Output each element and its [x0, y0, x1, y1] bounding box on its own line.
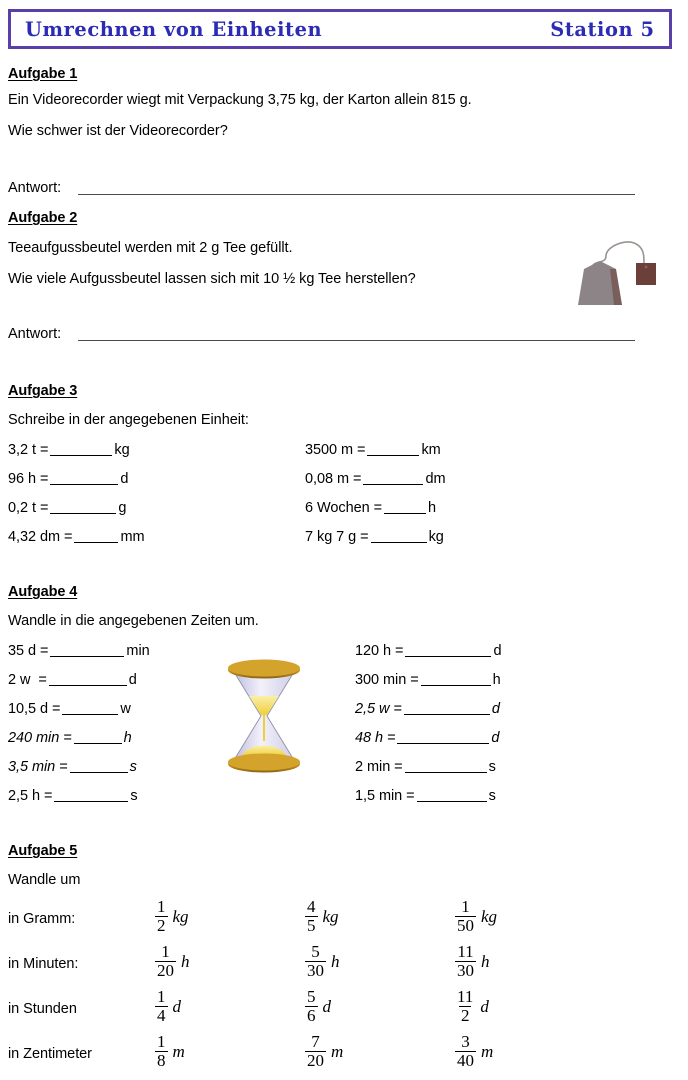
- answer-blank[interactable]: [404, 700, 490, 715]
- equation-lhs: 2 w =: [8, 671, 47, 688]
- equation-unit: h: [492, 671, 501, 688]
- task-3-right-row-1[interactable]: [305, 441, 441, 458]
- fraction-denominator: 8: [157, 1050, 166, 1070]
- task-4-right-row-4[interactable]: [355, 729, 499, 746]
- fraction-unit: m: [172, 1042, 185, 1062]
- fraction-unit: m: [331, 1042, 344, 1062]
- equation-lhs: 96 h =: [8, 470, 49, 487]
- fraction-numerator: 1: [157, 987, 166, 1006]
- fraction-numerator: 3: [461, 1032, 470, 1051]
- equation-unit: d: [491, 729, 500, 746]
- fraction-numerator: 5: [307, 987, 316, 1006]
- task-5-row-label-4: in Zentimeter: [8, 1046, 92, 1062]
- equation-unit: d: [491, 700, 500, 717]
- task-3-left-row-4[interactable]: [8, 528, 145, 545]
- answer-blank[interactable]: [50, 499, 116, 514]
- task-5-instruction: Wandle um: [8, 872, 81, 888]
- task-4-right-row-3[interactable]: [355, 700, 500, 717]
- answer-blank[interactable]: [50, 470, 118, 485]
- task-3-instruction: Schreibe in der angegebenen Einheit:: [8, 412, 249, 428]
- task-1-line-2: Wie schwer ist der Videorecorder?: [8, 123, 228, 139]
- answer-blank[interactable]: [50, 642, 124, 657]
- equation-lhs: 6 Wochen =: [305, 499, 383, 516]
- equation-lhs: 2 min =: [355, 758, 403, 775]
- task-2-answer-line[interactable]: [78, 340, 635, 341]
- task-1-answer-line[interactable]: [78, 194, 635, 195]
- answer-blank[interactable]: [62, 700, 118, 715]
- task-4-left-row-6[interactable]: [8, 787, 138, 804]
- task-1-answer-label: Antwort:: [8, 180, 62, 196]
- equation-unit: km: [421, 441, 441, 458]
- task-3-right-row-2[interactable]: [305, 470, 445, 487]
- equation-lhs: 120 h =: [355, 642, 404, 659]
- equation-lhs: 10,5 d =: [8, 700, 61, 717]
- fraction-numerator: 4: [307, 897, 316, 916]
- answer-blank[interactable]: [50, 441, 112, 456]
- equation-lhs: 1,5 min =: [355, 787, 415, 804]
- fraction-unit: kg: [172, 907, 189, 927]
- equation-unit: w: [120, 700, 131, 717]
- task-5-row-label-3: in Stunden: [8, 1001, 77, 1017]
- fraction-denominator: 6: [307, 1005, 316, 1025]
- task-5-fraction-1-1: [155, 898, 189, 934]
- answer-blank[interactable]: [405, 758, 487, 773]
- equation-lhs: 3,5 min =: [8, 758, 68, 775]
- task-3-right-row-3[interactable]: [305, 499, 436, 516]
- fraction-unit: m: [481, 1042, 494, 1062]
- task-5-row-label-1: in Gramm:: [8, 911, 76, 927]
- answer-blank[interactable]: [363, 470, 423, 485]
- task-3-right-row-4[interactable]: [305, 528, 444, 545]
- hourglass-illustration: [218, 656, 310, 776]
- fraction-denominator: 50: [457, 915, 474, 935]
- fraction-numerator: 1: [461, 897, 470, 916]
- fraction-denominator: 2: [460, 1005, 470, 1025]
- answer-blank[interactable]: [397, 729, 489, 744]
- task-5-fraction-4-3: [455, 1033, 493, 1069]
- equation-unit: s: [129, 758, 137, 775]
- equation-unit: mm: [120, 528, 145, 545]
- equation-unit: s: [488, 787, 496, 804]
- equation-unit: d: [120, 470, 129, 487]
- task-5-fraction-4-1: [155, 1033, 185, 1069]
- answer-blank[interactable]: [54, 787, 128, 802]
- equation-unit: d: [128, 671, 137, 688]
- task-5-row-label-2: in Minuten:: [8, 956, 79, 972]
- equation-lhs: 48 h =: [355, 729, 396, 746]
- task-2-line-2: Wie viele Aufgussbeutel lassen sich mit 10 ½ kg Tee herstellen?: [8, 271, 416, 287]
- fraction-denominator: 30: [457, 960, 474, 980]
- task-4-right-row-5[interactable]: [355, 758, 496, 775]
- equation-unit: dm: [425, 470, 446, 487]
- task-4-left-row-3[interactable]: [8, 700, 131, 717]
- worksheet-header: [8, 9, 672, 49]
- equation-lhs: 2,5 h =: [8, 787, 53, 804]
- task-2-answer-label: Antwort:: [8, 326, 62, 342]
- equation-unit: kg: [114, 441, 130, 458]
- answer-blank[interactable]: [405, 642, 491, 657]
- equation-lhs: 7 kg 7 g =: [305, 528, 369, 545]
- task-4-left-row-1[interactable]: [8, 642, 150, 659]
- task-5-fraction-2-1: [155, 943, 190, 979]
- task-5-fraction-3-1: [155, 988, 181, 1024]
- fraction-denominator: 30: [307, 960, 324, 980]
- task-4-right-row-6[interactable]: [355, 787, 496, 804]
- fraction-numerator: 11: [457, 942, 474, 961]
- fraction-numerator: 5: [311, 942, 320, 961]
- fraction-unit: h: [331, 952, 340, 972]
- task-4-right-row-1[interactable]: [355, 642, 501, 659]
- task-5-fraction-1-3: [455, 898, 497, 934]
- task-4-left-row-5[interactable]: [8, 758, 137, 775]
- task-5-fraction-2-2: [305, 943, 340, 979]
- fraction-denominator: 20: [157, 960, 174, 980]
- fraction-denominator: 20: [307, 1050, 324, 1070]
- equation-lhs: 2,5 w =: [355, 700, 402, 717]
- fraction-numerator: 1: [161, 942, 170, 961]
- equation-unit: g: [118, 499, 127, 516]
- task-3-heading: Aufgabe 3: [8, 383, 78, 399]
- equation-lhs: 3500 m =: [305, 441, 366, 458]
- fraction-numerator: 1: [157, 897, 166, 916]
- fraction-numerator: 7: [311, 1032, 320, 1051]
- answer-blank[interactable]: [74, 528, 118, 543]
- fraction-unit: h: [181, 952, 190, 972]
- task-4-instruction: Wandle in die angegebenen Zeiten um.: [8, 613, 259, 629]
- equation-lhs: 240 min =: [8, 729, 72, 746]
- equation-unit: min: [126, 642, 150, 659]
- fraction-unit: h: [481, 952, 490, 972]
- task-3-left-row-1[interactable]: [8, 441, 130, 458]
- equation-lhs: 0,08 m =: [305, 470, 362, 487]
- equation-lhs: 3,2 t =: [8, 441, 49, 458]
- fraction-numerator: 11: [457, 987, 474, 1006]
- task-1-heading: Aufgabe 1: [8, 66, 78, 82]
- fraction-denominator: 4: [157, 1005, 166, 1025]
- equation-unit: s: [488, 758, 496, 775]
- task-3-left-row-3[interactable]: [8, 499, 126, 516]
- task-4-left-row-2[interactable]: [8, 671, 137, 688]
- task-3-left-row-2[interactable]: [8, 470, 128, 487]
- fraction-unit: d: [172, 997, 181, 1017]
- answer-blank[interactable]: [371, 528, 427, 543]
- answer-blank[interactable]: [384, 499, 426, 514]
- task-2-line-1: Teeaufgussbeutel werden mit 2 g Tee gefüllt.: [8, 240, 293, 256]
- equation-unit: s: [130, 787, 138, 804]
- equation-lhs: 0,2 t =: [8, 499, 49, 516]
- fraction-denominator: 5: [307, 915, 316, 935]
- task-4-right-row-2[interactable]: [355, 671, 501, 688]
- fraction-unit: d: [480, 997, 489, 1017]
- task-1-line-1: Ein Videorecorder wiegt mit Verpackung 3,75 kg, der Karton allein 815 g.: [8, 92, 472, 108]
- fraction-denominator: 40: [457, 1050, 474, 1070]
- task-5-heading: Aufgabe 5: [8, 843, 78, 859]
- task-5-fraction-2-3: [455, 943, 490, 979]
- task-5-fraction-4-2: [305, 1033, 343, 1069]
- tea-bag-illustration: [562, 225, 662, 317]
- task-5-fraction-1-2: [305, 898, 339, 934]
- answer-blank[interactable]: [49, 671, 127, 686]
- task-2-heading: Aufgabe 2: [8, 210, 78, 226]
- answer-blank[interactable]: [70, 758, 128, 773]
- equation-unit: h: [123, 729, 132, 746]
- fraction-denominator: 2: [157, 915, 166, 935]
- answer-blank[interactable]: [421, 671, 491, 686]
- task-4-left-row-4[interactable]: [8, 729, 132, 746]
- equation-lhs: 4,32 dm =: [8, 528, 73, 545]
- fraction-unit: d: [322, 997, 331, 1017]
- answer-blank[interactable]: [74, 729, 122, 744]
- equation-lhs: 300 min =: [355, 671, 419, 688]
- answer-blank[interactable]: [367, 441, 419, 456]
- equation-unit: h: [428, 499, 437, 516]
- answer-blank[interactable]: [417, 787, 487, 802]
- fraction-unit: kg: [322, 907, 339, 927]
- fraction-numerator: 1: [157, 1032, 166, 1051]
- fraction-unit: kg: [481, 907, 498, 927]
- equation-lhs: 35 d =: [8, 642, 49, 659]
- station-label: Station 5: [550, 17, 655, 41]
- task-4-heading: Aufgabe 4: [8, 584, 78, 600]
- equation-unit: kg: [428, 528, 444, 545]
- task-5-fraction-3-2: [305, 988, 331, 1024]
- page-title: Umrechnen von Einheiten: [25, 17, 323, 41]
- task-5-fraction-3-3: [455, 988, 489, 1024]
- equation-unit: d: [493, 642, 502, 659]
